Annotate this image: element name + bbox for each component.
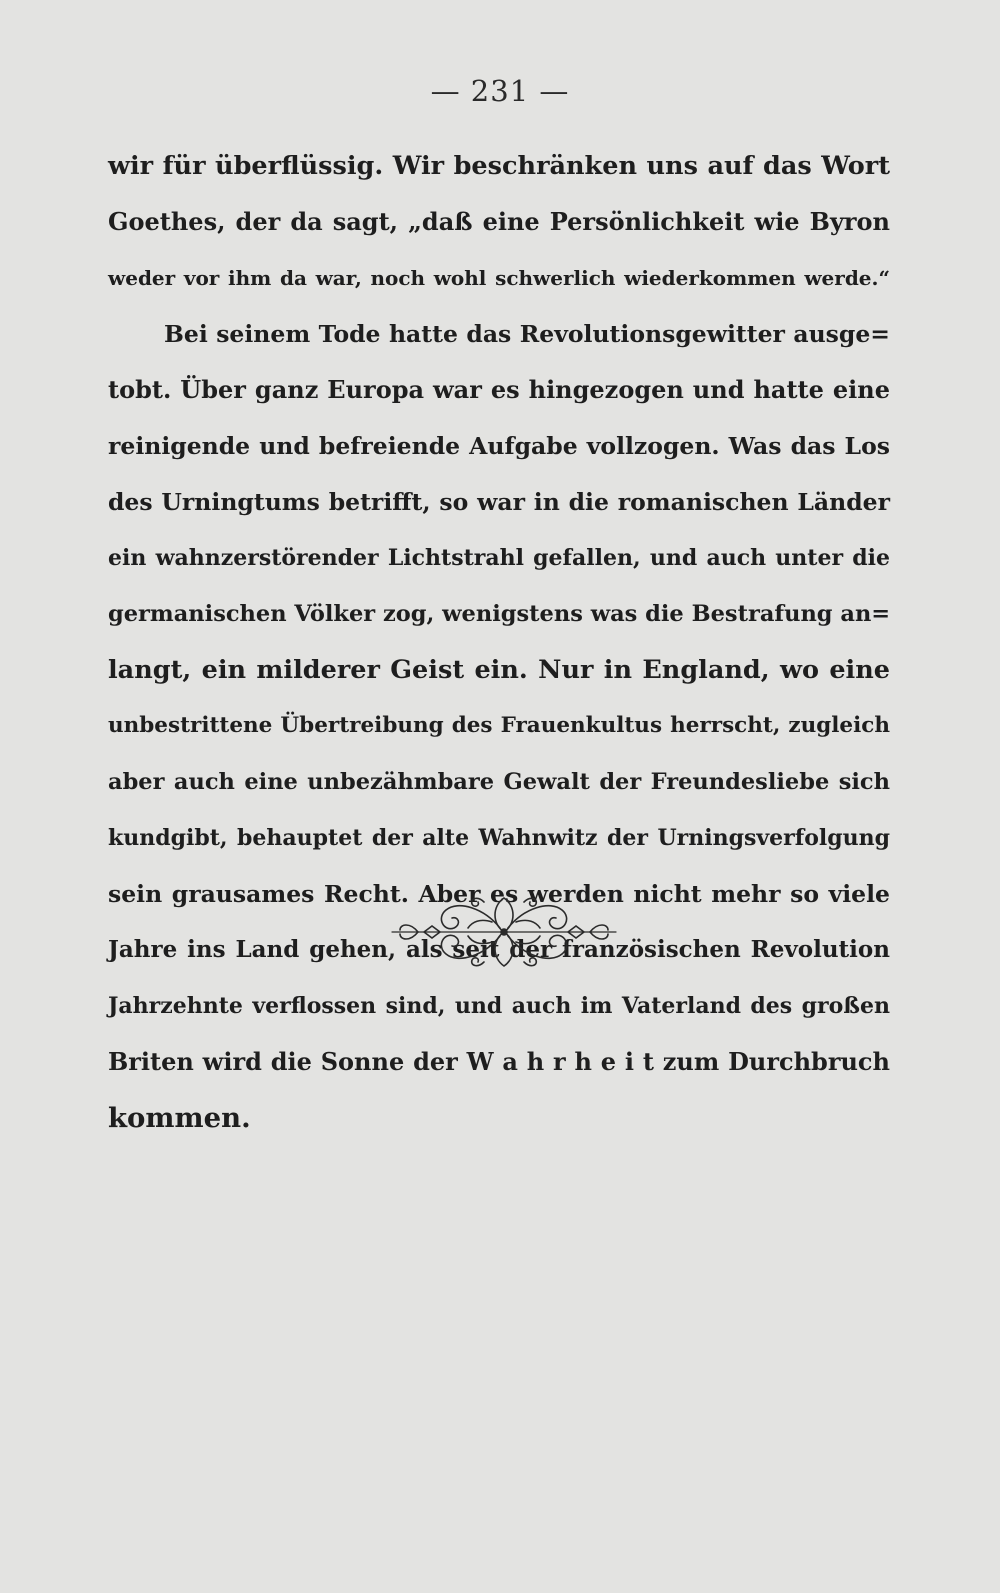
text-line: weder vor ihm da war, noch wohl schwerlich wiederkommen werde.“ xyxy=(108,266,890,290)
text-line: Goethes, der da sagt, „daß eine Persönlichkeit wie Byron xyxy=(108,207,890,236)
body-text xyxy=(108,138,890,1146)
text-line: aber auch eine unbezähmbare Gewalt der Freundesliebe sich xyxy=(108,769,890,795)
text-line: langt, ein milderer Geist ein. Nur in England, wo eine xyxy=(108,655,890,685)
text-line: ein wahnzerstörender Lichtstrahl gefallen, und auch unter die xyxy=(108,545,890,571)
text-line: unbestrittene Übertreibung des Frauenkultus herrscht, zugleich xyxy=(108,713,890,738)
text-line: Jahrzehnte verflossen sind, und auch im Vaterland des großen xyxy=(108,993,890,1019)
text-line: wir für überflüssig. Wir beschränken uns auf das Wort xyxy=(108,151,890,181)
text-line: tobt. Über ganz Europa war es hingezogen und hatte eine xyxy=(108,375,890,404)
text-line: des Urningtums betrifft, so war in die romanischen Länder xyxy=(108,488,890,516)
text-line: Bei seinem Tode hatte das Revolutionsgewitter ausge= xyxy=(164,320,890,348)
text-line: kommen. xyxy=(108,1102,251,1134)
text-line: germanischen Völker zog, wenigstens was die Bestrafung an= xyxy=(108,601,891,627)
text-line: Briten wird die Sonne der W a h r h e i t zum Durchbruch xyxy=(108,1047,890,1076)
floral-vignette-icon xyxy=(388,888,620,976)
text-line: Jahre ins Land gehen, als seit der französischen Revolution xyxy=(108,936,890,963)
text-line: kundgibt, behauptet der alte Wahnwitz der Urningsverfolgung xyxy=(108,825,890,851)
text-line: sein grausames Recht. Aber es werden nicht mehr so viele xyxy=(108,880,890,908)
text-line: reinigende und befreiende Aufgabe vollzogen. Was das Los xyxy=(108,432,890,460)
page-number: — 231 — xyxy=(430,74,570,108)
